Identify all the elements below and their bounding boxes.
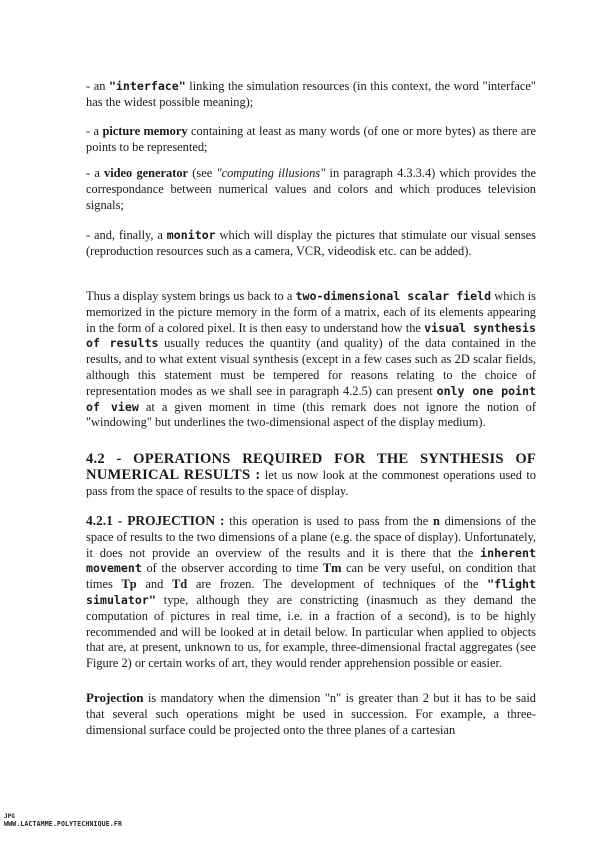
text-run: - a xyxy=(86,124,103,138)
text-run: - an xyxy=(86,79,109,93)
term-inherent-movement: inherent movement xyxy=(86,545,536,576)
term-projection: Projection xyxy=(86,690,144,705)
text-run: which will display the pictures that stimulate our visual senses (reproduction resources such as a camera, VCR, videodisk etc. can be added). xyxy=(86,228,537,258)
text-run: containing at least as many words (of one or more bytes) as there are points to be represented; xyxy=(86,124,536,154)
term-video-generator: video generator xyxy=(104,166,189,180)
term-two-dimensional-scalar-field: two-dimensional scalar field xyxy=(295,289,492,303)
text-run: of the observer according to time xyxy=(141,561,323,576)
paragraph-projection xyxy=(86,690,536,738)
text-run: Thus a display system brings us back to a xyxy=(86,289,296,303)
text-run: linking the simulation resources (in this context, the word "interface" has the widest possible meaning); xyxy=(86,79,536,109)
term-tp: Tp xyxy=(121,577,137,592)
term-one-point-of-view: only one point of view xyxy=(86,383,536,414)
term-monitor: monitor xyxy=(166,228,216,242)
term-tm: Tm xyxy=(322,561,342,576)
term-interface: "interface" xyxy=(108,79,186,93)
section-4-2-1 xyxy=(86,513,536,672)
term-picture-memory: picture memory xyxy=(102,124,188,138)
text-run: let us now look at the commonest operations used to pass from the space of results to the space of display. xyxy=(86,467,536,498)
text-run: can be very useful, on condition that times xyxy=(86,561,536,592)
text-run: at a given moment in time (this remark does not ignore the notion of "windowing" but underlines the two-dimensional aspect of the display medium). xyxy=(86,399,536,430)
stamp-logo: JPG xyxy=(4,813,15,820)
paragraph-picture-memory xyxy=(86,124,536,156)
term-n: n xyxy=(432,514,440,528)
subsection-heading: 4.2.1 - PROJECTION : xyxy=(86,513,225,528)
archive-stamp xyxy=(4,813,149,833)
section-4-2 xyxy=(86,452,536,499)
stamp-url: WWW.LACTAMME.POLYTECHNIQUE.FR xyxy=(4,820,123,828)
text-run: is mandatory when the dimension "n" is greater than 2 but it has to be said that several such operations might be used in succession. For example, a three-dimensional surface could be projected onto the three planes of a cartesian xyxy=(86,691,536,737)
text-run: - a xyxy=(86,166,105,180)
term-visual-synthesis: visual synthesis of results xyxy=(86,320,536,351)
paragraph-monitor xyxy=(86,228,536,260)
text-run: which is memorized in the picture memory in the form of a matrix, each of its elements appearing in the form of a colored pixel. It is then easy to understand how the xyxy=(86,289,536,335)
text-run: this operation is used to pass from the xyxy=(224,514,433,528)
text-run: are frozen. The development of techniques of the xyxy=(187,577,488,592)
text-run: in paragraph 4.3.3.4) which provides the correspondance between numerical values and colors and which produces television signals; xyxy=(86,166,536,212)
text-run: and xyxy=(136,577,172,592)
term-td: Td xyxy=(172,577,188,592)
paragraph-video-generator xyxy=(86,166,536,213)
text-run: type, although they are constricting (inasmuch as they demand the computation of pictures in real time, i.e. in a fraction of a second), is to be highly recommended and will be looked at in detail below. In particular when applied to objects that are, at present, unknown to us, for example, three-dimensional fractal aggregates (see Figure 2) or certain works of art, they would render apprehension possible or easier. xyxy=(86,592,536,671)
paragraph-interface xyxy=(86,79,536,111)
paragraph-display-system xyxy=(86,289,536,431)
text-run: - and, finally, a xyxy=(86,228,167,242)
term-flight-simulator: "flight simulator" xyxy=(86,577,536,607)
text-run: (see xyxy=(188,166,217,180)
text-run: dimensions of the space of results to the two dimensions of a plane (e.g. the space of display). Unfortunately, it does not provide an overview of the results and it is there that the xyxy=(86,514,536,560)
text-run: usually reduces the quantity (and quality) of the data contained in the results, and to what extent visual synthesis (except in a few cases such as 2D scalar fields, although this statement must be tempered for reasons relating to the choice of representation modes as we shall see in paragraph 4.2.5) can present xyxy=(86,336,536,398)
term-computing-illusions: "computing illusions" xyxy=(216,166,326,180)
section-heading: 4.2 - OPERATIONS REQUIRED FOR THE SYNTHESIS OF NUMERICAL RESULTS : xyxy=(86,451,536,483)
